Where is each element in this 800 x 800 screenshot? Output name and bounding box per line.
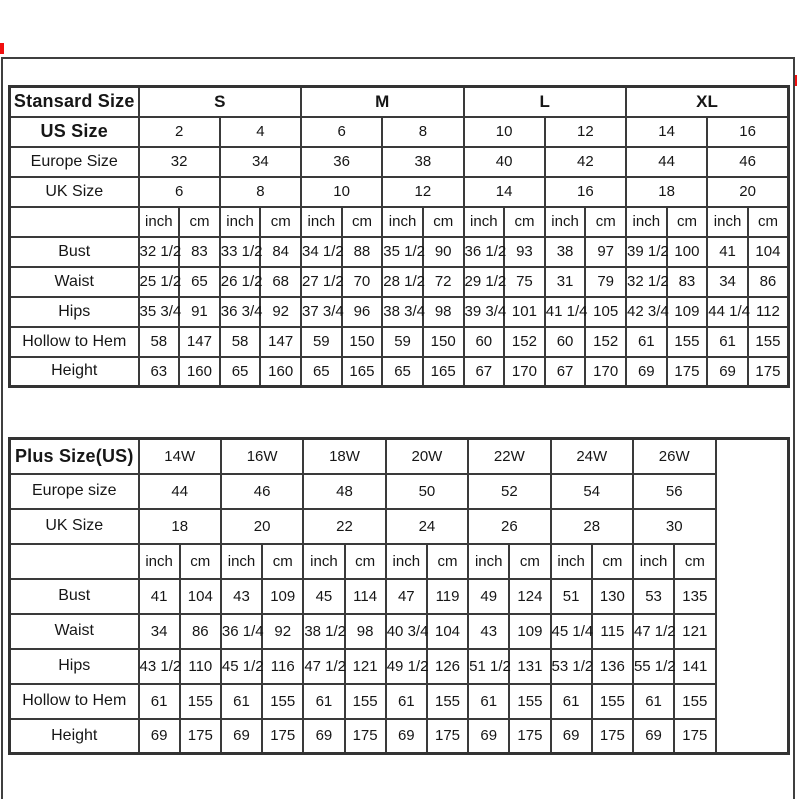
value-cell: 155 (180, 684, 221, 719)
value-cell: 41 (707, 237, 748, 267)
value-cell: 98 (345, 614, 386, 649)
row-header-cell: Hollow to Hem (10, 684, 139, 719)
value-cell: 61 (707, 327, 748, 357)
value-cell: 155 (674, 684, 715, 719)
value-cell: 84 (260, 237, 301, 267)
value-cell: 18W (303, 439, 385, 474)
value-cell: 61 (221, 684, 262, 719)
value-cell: 141 (674, 649, 715, 684)
value-cell: 175 (345, 719, 386, 754)
value-cell: 112 (748, 297, 789, 327)
value-cell: 121 (674, 614, 715, 649)
value-cell: 35 3/4 (139, 297, 180, 327)
table-row (10, 297, 789, 327)
value-cell: 16 (707, 117, 788, 147)
value-cell: 65 (301, 357, 342, 387)
value-cell: 12 (545, 117, 626, 147)
value-cell: 61 (551, 684, 592, 719)
table-row (10, 579, 789, 614)
value-cell: inch (386, 544, 427, 579)
value-cell: 14W (139, 439, 221, 474)
value-cell: 30 (633, 509, 716, 544)
value-cell: 51 1/2 (468, 649, 509, 684)
value-cell: inch (551, 544, 592, 579)
table-row (10, 207, 789, 237)
table-row (10, 474, 789, 509)
table-row (10, 509, 789, 544)
value-cell: 175 (262, 719, 303, 754)
row-header-cell: Bust (10, 237, 139, 267)
value-cell: 96 (342, 297, 383, 327)
value-cell: 26 (468, 509, 550, 544)
value-cell: 60 (545, 327, 586, 357)
value-cell: 126 (427, 649, 468, 684)
value-cell: 69 (303, 719, 344, 754)
value-cell: 86 (748, 267, 789, 297)
table-row (10, 267, 789, 297)
value-cell: 63 (139, 357, 180, 387)
value-cell: 39 3/4 (464, 297, 505, 327)
value-cell: 136 (592, 649, 633, 684)
value-cell: 45 (303, 579, 344, 614)
table-row (10, 649, 789, 684)
value-cell: inch (221, 544, 262, 579)
value-cell: 110 (180, 649, 221, 684)
value-cell: 32 1/2 (139, 237, 180, 267)
value-cell: 61 (633, 684, 674, 719)
table-row (10, 439, 789, 474)
row-header-cell: Height (10, 719, 139, 754)
value-cell: 24W (551, 439, 633, 474)
value-cell: 26 1/2 (220, 267, 261, 297)
value-cell: 160 (179, 357, 220, 387)
value-cell: 165 (342, 357, 383, 387)
value-cell: inch (303, 544, 344, 579)
value-cell: 50 (386, 474, 468, 509)
row-header-cell: UK Size (10, 177, 139, 207)
value-cell: 152 (585, 327, 626, 357)
value-cell: 40 3/4 (386, 614, 427, 649)
value-cell: 131 (509, 649, 550, 684)
value-cell: inch (220, 207, 261, 237)
row-header-cell: Waist (10, 267, 139, 297)
value-cell: 45 1/4 (551, 614, 592, 649)
value-cell: 93 (504, 237, 545, 267)
value-cell: 2 (139, 117, 220, 147)
value-cell: cm (345, 544, 386, 579)
value-cell: 27 1/2 (301, 267, 342, 297)
value-cell: 67 (545, 357, 586, 387)
value-cell: 24 (386, 509, 468, 544)
value-cell: cm (427, 544, 468, 579)
row-header-cell (10, 544, 139, 579)
value-cell: 34 (220, 147, 301, 177)
value-cell: 51 (551, 579, 592, 614)
value-cell: 175 (509, 719, 550, 754)
value-cell: 104 (748, 237, 789, 267)
value-cell: 175 (748, 357, 789, 387)
value-cell: 119 (427, 579, 468, 614)
value-cell: 38 3/4 (382, 297, 423, 327)
value-cell: 150 (423, 327, 464, 357)
value-cell: 55 1/2 (633, 649, 674, 684)
value-cell: 91 (179, 297, 220, 327)
row-header-cell: Hollow to Hem (10, 327, 139, 357)
table-row (10, 684, 789, 719)
value-cell: inch (139, 544, 180, 579)
value-cell: cm (585, 207, 626, 237)
value-cell: 56 (633, 474, 716, 509)
value-cell: 41 (139, 579, 180, 614)
value-cell: 109 (509, 614, 550, 649)
value-cell: 70 (342, 267, 383, 297)
value-cell: 39 1/2 (626, 237, 667, 267)
value-cell: 34 1/2 (301, 237, 342, 267)
row-header-cell: Hips (10, 649, 139, 684)
value-cell: 61 (303, 684, 344, 719)
value-cell: cm (423, 207, 464, 237)
value-cell: 155 (748, 327, 789, 357)
value-cell: 109 (667, 297, 708, 327)
value-cell: 75 (504, 267, 545, 297)
value-cell: cm (342, 207, 383, 237)
value-cell: 147 (260, 327, 301, 357)
row-header-cell (10, 207, 139, 237)
value-cell: 69 (221, 719, 262, 754)
table-row (10, 237, 789, 267)
row-header-cell: Waist (10, 614, 139, 649)
value-cell: 14 (464, 177, 545, 207)
value-cell: 175 (667, 357, 708, 387)
value-cell: cm (592, 544, 633, 579)
value-cell: 32 (139, 147, 220, 177)
value-cell: 40 (464, 147, 545, 177)
value-cell: 36 3/4 (220, 297, 261, 327)
value-cell: 69 (139, 719, 180, 754)
value-cell: 44 1/4 (707, 297, 748, 327)
value-cell: inch (139, 207, 180, 237)
value-cell: 20 (707, 177, 788, 207)
value-cell: 38 (382, 147, 463, 177)
value-cell: 54 (551, 474, 633, 509)
row-header-cell: Height (10, 357, 139, 387)
value-cell: 69 (386, 719, 427, 754)
value-cell: 8 (220, 177, 301, 207)
value-cell: 43 1/2 (139, 649, 180, 684)
value-cell: 22W (468, 439, 550, 474)
value-cell: inch (545, 207, 586, 237)
value-cell: 32 1/2 (626, 267, 667, 297)
value-cell: inch (301, 207, 342, 237)
value-cell: 43 (468, 614, 509, 649)
value-cell: inch (707, 207, 748, 237)
value-cell: 124 (509, 579, 550, 614)
value-cell: 20W (386, 439, 468, 474)
value-cell: 101 (504, 297, 545, 327)
value-cell: inch (464, 207, 505, 237)
value-cell: cm (674, 544, 715, 579)
value-cell: 97 (585, 237, 626, 267)
value-cell: 65 (179, 267, 220, 297)
value-cell: 4 (220, 117, 301, 147)
value-cell: 69 (707, 357, 748, 387)
value-cell: 28 1/2 (382, 267, 423, 297)
value-cell: 69 (633, 719, 674, 754)
value-cell: 36 1/2 (464, 237, 505, 267)
value-cell: 114 (345, 579, 386, 614)
value-cell: 121 (345, 649, 386, 684)
row-header-cell: Bust (10, 579, 139, 614)
value-cell: 31 (545, 267, 586, 297)
value-cell: 58 (139, 327, 180, 357)
table-row (10, 357, 789, 387)
value-cell: 44 (626, 147, 707, 177)
row-header-cell: UK Size (10, 509, 139, 544)
value-cell: 35 1/2 (382, 237, 423, 267)
value-cell: cm (509, 544, 550, 579)
standard-size-table (8, 85, 790, 388)
value-cell: 38 1/2 (303, 614, 344, 649)
value-cell: 34 (707, 267, 748, 297)
value-cell: 152 (504, 327, 545, 357)
value-cell: 59 (301, 327, 342, 357)
value-cell: 61 (468, 684, 509, 719)
value-cell: 155 (509, 684, 550, 719)
value-cell: 116 (262, 649, 303, 684)
value-cell: 14 (626, 117, 707, 147)
value-cell: 45 1/2 (221, 649, 262, 684)
value-cell: 160 (260, 357, 301, 387)
value-cell: 25 1/2 (139, 267, 180, 297)
table-row (10, 177, 789, 207)
value-cell: 10 (464, 117, 545, 147)
value-cell: 104 (180, 579, 221, 614)
value-cell: 170 (585, 357, 626, 387)
value-cell: 12 (382, 177, 463, 207)
value-cell: 100 (667, 237, 708, 267)
value-cell: 109 (262, 579, 303, 614)
value-cell: cm (180, 544, 221, 579)
value-cell: 175 (427, 719, 468, 754)
value-cell: 69 (551, 719, 592, 754)
value-cell: 49 (468, 579, 509, 614)
value-cell: 104 (427, 614, 468, 649)
value-cell: 36 (301, 147, 382, 177)
value-cell: 88 (342, 237, 383, 267)
value-cell: M (301, 87, 464, 117)
value-cell: 53 1/2 (551, 649, 592, 684)
value-cell: 47 1/2 (633, 614, 674, 649)
row-header-cell: Hips (10, 297, 139, 327)
value-cell: 20 (221, 509, 303, 544)
plus-size-table (8, 437, 790, 755)
value-cell: 92 (260, 297, 301, 327)
value-cell: 69 (626, 357, 667, 387)
value-cell: 28 (551, 509, 633, 544)
value-cell: 37 3/4 (301, 297, 342, 327)
value-cell: 83 (667, 267, 708, 297)
value-cell: 147 (179, 327, 220, 357)
value-cell: 8 (382, 117, 463, 147)
value-cell: cm (748, 207, 789, 237)
table-row (10, 147, 789, 177)
value-cell: 16W (221, 439, 303, 474)
table-row (10, 117, 789, 147)
value-cell: 155 (427, 684, 468, 719)
value-cell: 61 (626, 327, 667, 357)
table-row (10, 87, 789, 117)
value-cell: 170 (504, 357, 545, 387)
row-header-cell: Stansard Size (10, 87, 139, 117)
value-cell: 16 (545, 177, 626, 207)
row-header-cell: Plus Size(US) (10, 439, 139, 474)
value-cell: 47 1/2 (303, 649, 344, 684)
row-header-cell: Europe Size (10, 147, 139, 177)
value-cell: 115 (592, 614, 633, 649)
value-cell: 155 (667, 327, 708, 357)
value-cell: 46 (707, 147, 788, 177)
value-cell: 59 (382, 327, 423, 357)
value-cell: 155 (345, 684, 386, 719)
value-cell: 150 (342, 327, 383, 357)
value-cell: 18 (139, 509, 221, 544)
table-row (10, 544, 789, 579)
value-cell: 92 (262, 614, 303, 649)
value-cell: inch (626, 207, 667, 237)
value-cell: 155 (592, 684, 633, 719)
value-cell: 65 (220, 357, 261, 387)
value-cell: 98 (423, 297, 464, 327)
value-cell: 18 (626, 177, 707, 207)
value-cell: 61 (386, 684, 427, 719)
value-cell: 135 (674, 579, 715, 614)
value-cell: cm (667, 207, 708, 237)
table-row (10, 719, 789, 754)
value-cell: 165 (423, 357, 464, 387)
value-cell: S (139, 87, 302, 117)
value-cell: cm (179, 207, 220, 237)
value-cell: 42 (545, 147, 626, 177)
value-cell: 155 (262, 684, 303, 719)
value-cell: cm (260, 207, 301, 237)
value-cell: 58 (220, 327, 261, 357)
value-cell: 65 (382, 357, 423, 387)
value-cell: cm (504, 207, 545, 237)
value-cell: 175 (180, 719, 221, 754)
value-cell: 26W (633, 439, 716, 474)
value-cell: 60 (464, 327, 505, 357)
value-cell: 48 (303, 474, 385, 509)
red-watermark-icon (0, 43, 4, 54)
value-cell: 83 (179, 237, 220, 267)
row-header-cell: Europe size (10, 474, 139, 509)
value-cell: 47 (386, 579, 427, 614)
value-cell: 105 (585, 297, 626, 327)
value-cell: 61 (139, 684, 180, 719)
value-cell: 68 (260, 267, 301, 297)
value-cell: 86 (180, 614, 221, 649)
value-cell: 22 (303, 509, 385, 544)
value-cell: 72 (423, 267, 464, 297)
value-cell: 38 (545, 237, 586, 267)
value-cell: 90 (423, 237, 464, 267)
value-cell (716, 439, 789, 754)
value-cell: inch (633, 544, 674, 579)
value-cell: 44 (139, 474, 221, 509)
table-row (10, 327, 789, 357)
value-cell: L (464, 87, 627, 117)
value-cell: 36 1/4 (221, 614, 262, 649)
row-header-cell: US Size (10, 117, 139, 147)
value-cell: 67 (464, 357, 505, 387)
value-cell: 79 (585, 267, 626, 297)
value-cell: 46 (221, 474, 303, 509)
value-cell: 41 1/4 (545, 297, 586, 327)
value-cell: 49 1/2 (386, 649, 427, 684)
table-row (10, 614, 789, 649)
value-cell: inch (382, 207, 423, 237)
value-cell: 175 (674, 719, 715, 754)
value-cell: XL (626, 87, 789, 117)
value-cell: 52 (468, 474, 550, 509)
value-cell: 34 (139, 614, 180, 649)
value-cell: 6 (301, 117, 382, 147)
value-cell: 29 1/2 (464, 267, 505, 297)
value-cell: 42 3/4 (626, 297, 667, 327)
value-cell: 33 1/2 (220, 237, 261, 267)
value-cell: 175 (592, 719, 633, 754)
value-cell: 10 (301, 177, 382, 207)
value-cell: 53 (633, 579, 674, 614)
value-cell: cm (262, 544, 303, 579)
value-cell: 6 (139, 177, 220, 207)
value-cell: 43 (221, 579, 262, 614)
value-cell: 130 (592, 579, 633, 614)
value-cell: 69 (468, 719, 509, 754)
value-cell: inch (468, 544, 509, 579)
